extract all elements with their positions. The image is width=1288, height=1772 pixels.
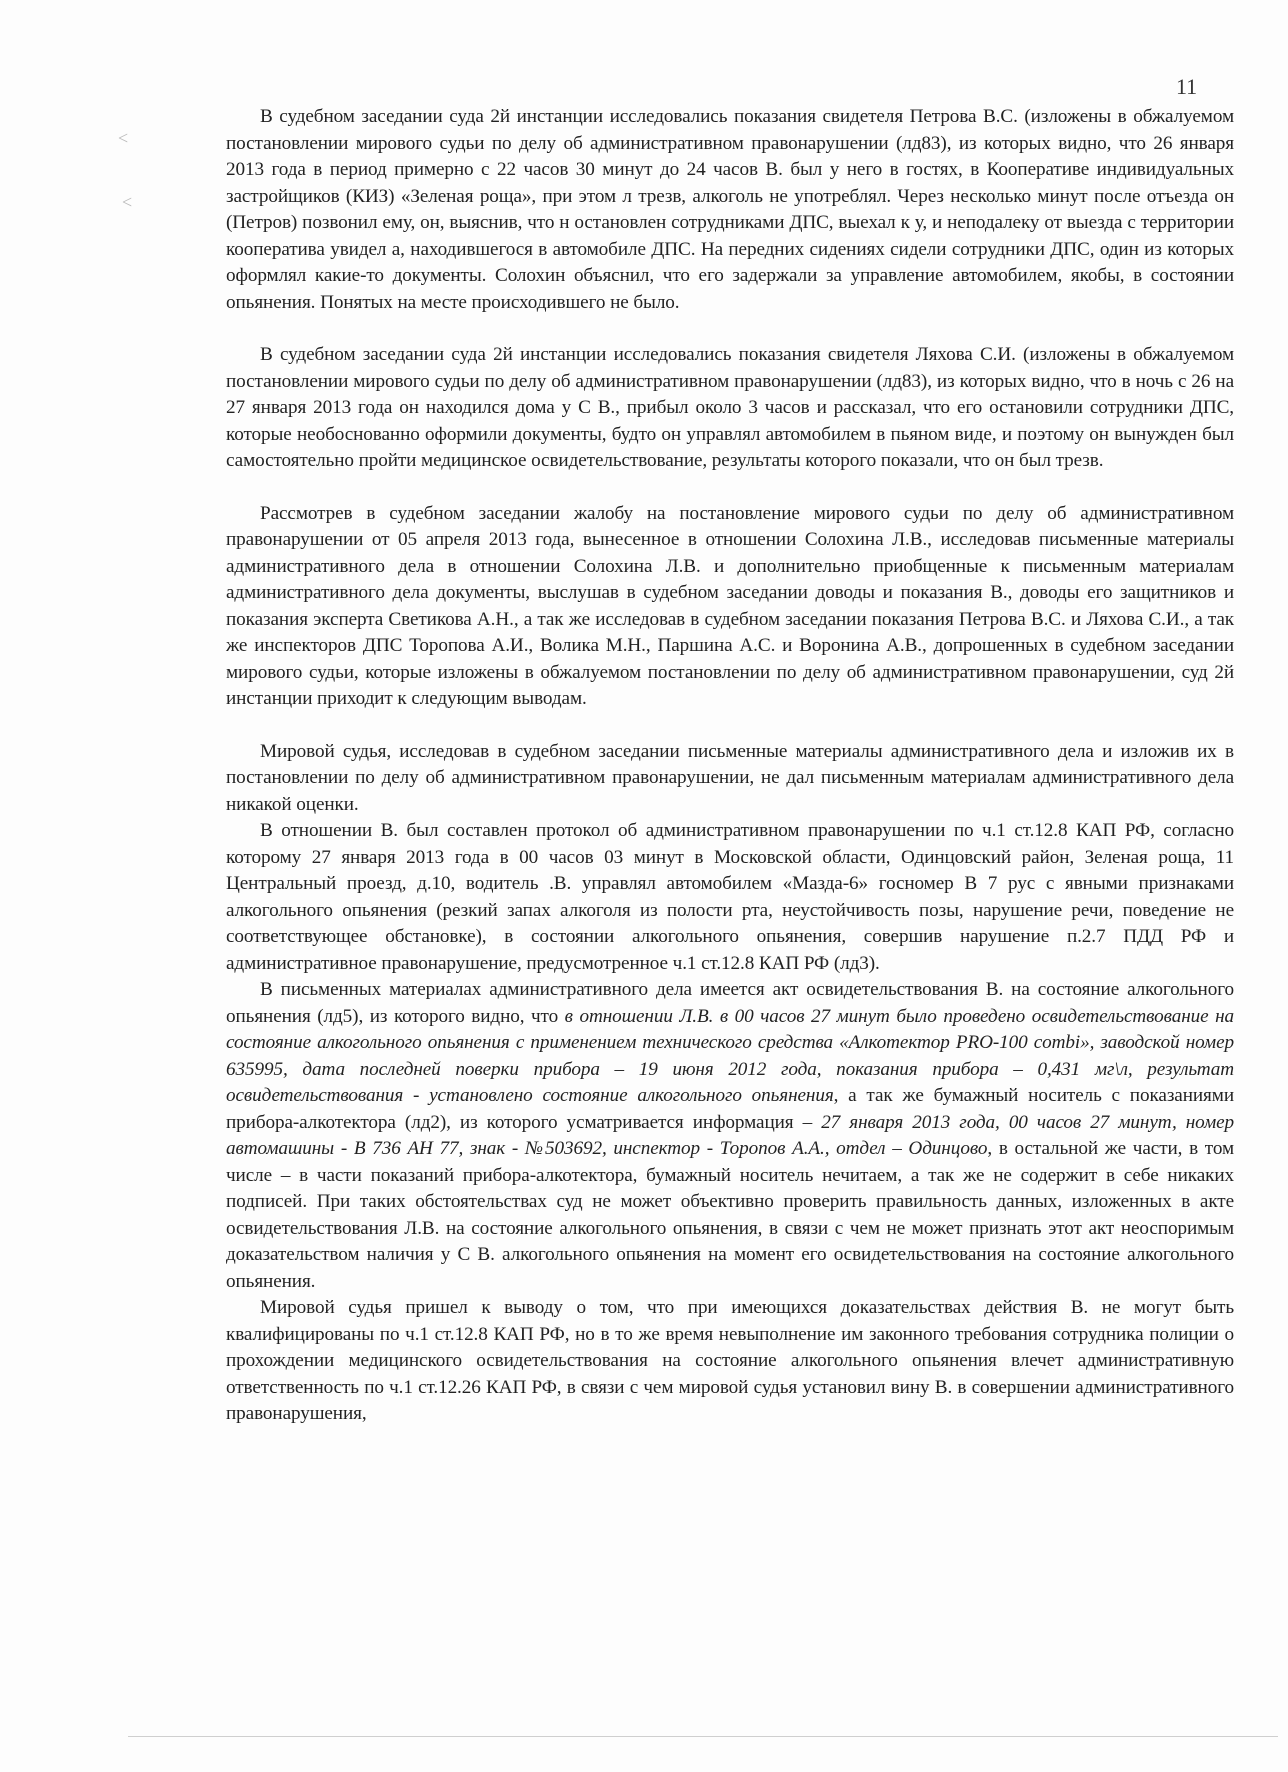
act-text-italic-2: 27 января 2013 года, 00 часов 27 минут, номер автомашины - В 736 АН 77, знак - №503692, инспектор - Торопов А.А., отдел – Одинцово <box>226 1111 1234 1159</box>
document-body <box>226 104 1234 1428</box>
paragraph-judge-conclusion: Мировой судья пришел к выводу о том, что при имеющихся доказательствах действия В. не могут быть квалифицированы по ч.1 ст.12.8 КАП РФ, но в то же время невыполнение им законного требования сотрудника полиции о прохождении медицинского освидетельствования на состояние алкогольного опьянения влечет административную ответственность по ч.1 ст.12.26 КАП РФ, в связи с чем мировой судья установил вину В. в совершении административного правонарушения, <box>226 1297 1234 1424</box>
paragraph-lyakhov-testimony: В судебном заседании суда 2й инстанции исследовались показания свидетеля Ляхова С.И. (изложены в обжалуемом постановлении мирового судьи по делу об административном правонарушении (лд83), из которых видно, что в ночь с 26 на 27 января 2013 года он находился дома у С В., прибыл около 3 часов и рассказал, что его остановили сотрудники ДПС, которые необоснованно оформили документы, будто он управлял автомобилем в пьяном виде, и поэтому он вынужден был самостоятельно пройти медицинское освидетельствование, результаты которого показали, что он был трезв. <box>226 344 1234 471</box>
act-text-middle: , а так же бумажный носитель с показаниями прибора-алкотектора (лд2), из которого усматривается информация – <box>226 1085 1234 1133</box>
act-text-before: В письменных материалах административного дела имеется акт освидетельствования В. на состояние алкогольного опьянения (лд5), из которого видно, что <box>226 979 1234 1027</box>
act-text-italic-1: в отношении Л.В. в 00 часов 27 минут было проведено освидетельствование на состояние алкогольного опьянения с применением технического средства «Алкотектор PRO-100 combi», заводской номер 635995, дата последней поверки прибора – 19 июня 2012 года, показания прибора – 0,431 мг\л, результат освидетельствования - установлено состояние алкогольного опьянения <box>226 1005 1234 1106</box>
paragraph-protocol: В отношении В. был составлен протокол об административном правонарушении по ч.1 ст.12.8 КАП РФ, согласно которому 27 января 2013 года в 00 часов 03 минут в Московской области, Одинцовский район, Зеленая роща, 11 Центральный проезд, д.10, водитель .В. управлял автомобилем «Мазда-6» госномер В 7 рус с явными признаками алкогольного опьянения (резкий запах алкоголя из полости рта, неустойчивость позы, нарушение речи, поведение не соответствующее обстановке), в состоянии алкогольного опьянения, совершив нарушение п.2.7 ПДД РФ и административное правонарушение, предусмотренное ч.1 ст.12.8 КАП РФ (лд3). <box>226 820 1234 974</box>
page-number: 11 <box>1176 74 1198 99</box>
margin-mark: ˂ <box>122 192 133 212</box>
paragraph-petrov-testimony: В судебном заседании суда 2й инстанции исследовались показания свидетеля Петрова В.С. (изложены в обжалуемом постановлении мирового судьи по делу об административном правонарушении (лд83), из которых видно, что 26 января 2013 года в период примерно с 22 часов 30 минут до 24 часов В. был у него в гостях, в Кооперативе индивидуальных застройщиков (КИЗ) «Зеленая роща», при этом л трезв, алкоголь не употреблял. Через несколько минут после отъезда он (Петров) позвонил ему, он, выяснив, что н остановлен сотрудниками ДПС, выехал к у, и неподалеку от выезда с территории кооператива увидел а, находившегося в автомобиле ДПС. На передних сидениях сидели сотрудники ДПС, один из которых оформлял какие-то документы. Солохин объяснил, что его задержали за управление автомобилем, якобы, в состоянии опьянения. Понятых на месте происходившего не было. <box>226 106 1234 313</box>
paragraph-judge-assessment: Мировой судья, исследовав в судебном заседании письменные материалы административного дела и изложив их в постановлении по делу об административном правонарушении, не дал письменным материалам административного дела никакой оценки. <box>226 740 1234 815</box>
paragraph-review-intro: Рассмотрев в судебном заседании жалобу на постановление мирового судьи по делу об административном правонарушении от 05 апреля 2013 года, вынесенное в отношении Солохина Л.В., исследовав письменные материалы административного дела в отношении Солохина Л.В. и дополнительно приобщенные к письменным материалам административного дела документы, выслушав в судебном заседании доводы и показания В., доводы его защитников и показания эксперта Светикова А.Н., а так же исследовав в судебном заседании показания Петрова В.С. и Ляхова С.И., а так же инспекторов ДПС Торопова А.И., Волика М.Н., Паршина А.С. и Воронина А.В., допрошенных в судебном заседании мирового судьи, которые изложены в обжалуемом постановлении по делу об административном правонарушении, суд 2й инстанции приходит к следующим выводам. <box>226 502 1234 709</box>
margin-mark: ˂ <box>118 128 129 148</box>
act-text-after: , в остальной же части, в том числе – в части показаний прибора-алкотектора, бумажный носитель нечитаем, а так же не содержит в себе никаких подписей. При таких обстоятельствах суд не может объективно проверить правильность данных, изложенных в акте освидетельствования Л.В. на состояние алкогольного опьянения, в связи с чем не может признать этот акт неоспоримым доказательством наличия у С В. алкогольного опьянения на момент его освидетельствования на состояние алкогольного опьянения. <box>226 1138 1234 1292</box>
paragraph-examination-act <box>226 977 1234 1295</box>
page-bottom-edge <box>128 1736 1278 1737</box>
